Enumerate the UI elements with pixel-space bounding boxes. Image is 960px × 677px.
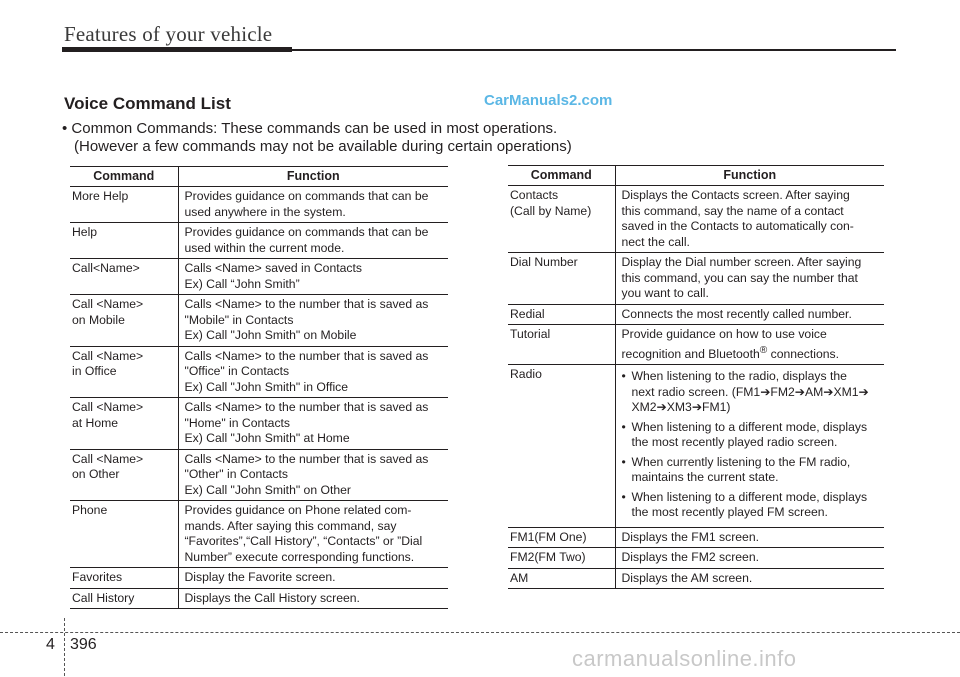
command-cell: Contacts (Call by Name): [508, 186, 615, 253]
function-cell: Provides guidance on Phone related com- mands. After saying this command, say “Favorites”,“Call History”, “Contacts” or ”Dial Number” execute corresponding functions.: [178, 501, 448, 568]
command-cell: Call<Name>: [70, 259, 178, 295]
table-row: [508, 527, 884, 548]
command-cell: More Help: [70, 187, 178, 223]
column-header-command: Command: [508, 166, 615, 186]
command-cell: Phone: [70, 501, 178, 568]
command-cell: Call <Name> in Office: [70, 346, 178, 398]
command-cell: Dial Number: [508, 253, 615, 305]
function-cell: Displays the Contacts screen. After saying this command, say the name of a contact saved in the Contacts to automatically con- nect the call.: [615, 186, 884, 253]
registered-mark: ®: [759, 344, 768, 356]
header-rule-thick: [62, 47, 292, 52]
table-row: [70, 449, 448, 501]
watermark-top: CarManuals2.com: [484, 92, 613, 109]
command-cell: FM2(FM Two): [508, 548, 615, 569]
intro-line-1: • Common Commands: These commands can be used in most operations.: [62, 120, 558, 137]
bullet-item: • When currently listening to the FM radio, maintains the current state.: [622, 455, 885, 486]
function-cell: Calls <Name> to the number that is saved as "Office" in Contacts Ex) Call "John Smith" in Office: [178, 346, 448, 398]
function-cell: [615, 365, 884, 528]
table-row: [508, 365, 884, 528]
column-header-function: Function: [178, 167, 448, 187]
header-rule-thin: [292, 49, 896, 51]
function-cell: Connects the most recently called number.: [615, 304, 884, 325]
intro-text: [62, 120, 662, 156]
footer-divider: [64, 618, 65, 676]
table-row: [70, 295, 448, 347]
table-row: [70, 187, 448, 223]
bullet-item: • When listening to a different mode, displays the most recently played FM screen.: [622, 490, 885, 521]
command-cell: Help: [70, 223, 178, 259]
table-row: [508, 548, 884, 569]
function-cell: Calls <Name> to the number that is saved as "Home" in Contacts Ex) Call "John Smith" at Home: [178, 398, 448, 450]
function-cell: Provides guidance on commands that can be used anywhere in the system.: [178, 187, 448, 223]
page-header-title: Features of your vehicle: [64, 22, 273, 46]
command-cell: Call <Name> on Mobile: [70, 295, 178, 347]
left-command-table: [70, 166, 448, 609]
footer-rule: [0, 632, 960, 633]
command-cell: Radio: [508, 365, 615, 528]
table-header-row: [70, 167, 448, 187]
command-cell: FM1(FM One): [508, 527, 615, 548]
column-header-command: Command: [70, 167, 178, 187]
tutorial-function-tail: connections.: [767, 346, 840, 361]
command-cell: Redial: [508, 304, 615, 325]
command-cell: Favorites: [70, 568, 178, 589]
right-command-table: [508, 165, 884, 589]
table-header-row: [508, 166, 884, 186]
table-row: [70, 588, 448, 609]
bullet-item: • When listening to a different mode, displays the most recently played radio screen.: [622, 420, 885, 451]
watermark-bottom: carmanualsonline.info: [572, 646, 797, 671]
table-row: [508, 253, 884, 305]
table-row: [70, 398, 448, 450]
function-cell: Displays the FM1 screen.: [615, 527, 884, 548]
section-title: Voice Command List: [64, 94, 231, 113]
command-cell: AM: [508, 568, 615, 589]
command-cell: Call History: [70, 588, 178, 609]
function-cell: Displays the AM screen.: [615, 568, 884, 589]
function-cell: Displays the Call History screen.: [178, 588, 448, 609]
table-row: [508, 304, 884, 325]
page-number: 396: [70, 636, 97, 653]
table-row: [70, 501, 448, 568]
table-row: [70, 568, 448, 589]
function-cell: Display the Dial number screen. After saying this command, you can say the number that you want to call.: [615, 253, 884, 305]
tutorial-function-text: Provide guidance on how to use voice recognition and Bluetooth: [621, 327, 827, 361]
intro-line-2: (However a few commands may not be available during certain operations): [74, 138, 572, 155]
column-header-function: Function: [615, 166, 884, 186]
command-cell: Call <Name> on Other: [70, 449, 178, 501]
table-row: [70, 259, 448, 295]
table-row: [70, 223, 448, 259]
table-row: [70, 346, 448, 398]
function-cell: Display the Favorite screen.: [178, 568, 448, 589]
table-row: [508, 186, 884, 253]
function-cell: Calls <Name> to the number that is saved as "Mobile" in Contacts Ex) Call "John Smith" on Mobile: [178, 295, 448, 347]
command-cell: Tutorial: [508, 325, 615, 365]
function-cell: Calls <Name> to the number that is saved as "Other" in Contacts Ex) Call "John Smith" on Other: [178, 449, 448, 501]
chapter-number: 4: [46, 636, 55, 653]
function-cell: Displays the FM2 screen.: [615, 548, 884, 569]
bullet-item: • When listening to the radio, displays the next radio screen. (FM1➔FM2➔AM➔XM1➔ XM2➔XM3➔FM1): [622, 369, 885, 416]
function-cell: [615, 325, 884, 365]
function-cell: Calls <Name> saved in Contacts Ex) Call “John Smith”: [178, 259, 448, 295]
table-row: [508, 325, 884, 365]
function-cell: Provides guidance on commands that can be used within the current mode.: [178, 223, 448, 259]
table-row: [508, 568, 884, 589]
command-cell: Call <Name> at Home: [70, 398, 178, 450]
